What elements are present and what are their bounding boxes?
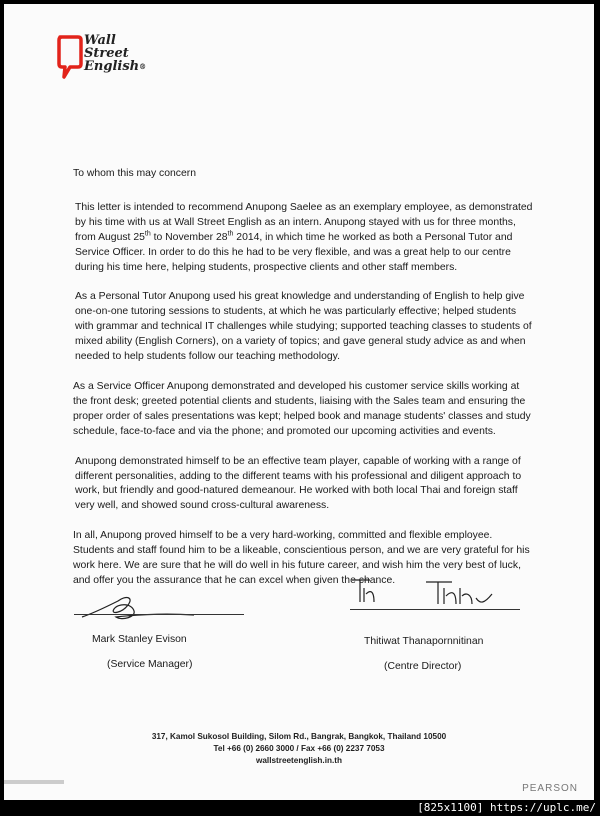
brand-wordmark [84, 34, 146, 73]
signature-left [74, 589, 224, 629]
signatory-title-left: (Service Manager) [107, 659, 193, 670]
brand-line-2: Street [84, 46, 129, 61]
registered-mark: ® [139, 62, 147, 71]
footer-phone: Tel +66 (0) 2660 3000 / Fax +66 (0) 2237 7053 [213, 744, 385, 753]
paragraph-team-player: Anupong demonstrated himself to be an effective team player, capable of working with a range of different personalities, adding to the different teams with his professional and diligent approach to work, but friendly and good-natured demeanour. He worked with both local Thai and foreign staff very well, and showed sound cross-cultural awareness. [75, 455, 522, 512]
signatory-title-right: (Centre Director) [384, 661, 462, 672]
signature-line-right [350, 609, 520, 610]
salutation: To whom this may concern [73, 168, 197, 179]
brand-line-1: Wall [84, 33, 116, 48]
signatory-name-right: Thitiwat Thanapornnitinan [364, 636, 484, 647]
footer-website: wallstreetenglish.in.th [256, 756, 342, 765]
paragraph-personal-tutor: As a Personal Tutor Anupong used his great knowledge and understanding of English to help give one-on-one tutoring sessions to students, at which he was particularly effective; helped students with grammar and technical IT challenges while studying; supported teaching classes to students of mixed ability (English Corners), on a variety of topics; and gave general study advice as and when needed to help students follow our teaching methodology. [75, 291, 532, 363]
scan-smudge [4, 780, 64, 784]
footer-address-block [4, 731, 594, 767]
signature-line-left [74, 614, 244, 615]
image-watermark: [825x1100] https://uplc.me/ [417, 801, 596, 814]
paragraph-intro: This letter is intended to recommend Anupong Saelee as an exemplary employee, as demonstrated by his time with us at Wall Street English as an intern. Anupong stayed with us for three months, from August 25th to November 28th 2014, in which time he worked as both a Personal Tutor and Service Officer. In order to do this he had to be very flexible, and was a great help to our centre during his time here, helping students, prospective clients and other staff members. [75, 201, 533, 273]
signature-right [348, 574, 528, 614]
speech-bubble-icon [56, 34, 84, 80]
pearson-wordmark: PEARSON [522, 783, 578, 794]
paragraph-service-officer: As a Service Officer Anupong demonstrated and developed his customer service skills working at the front desk; greeted potential clients and students, liaising with the Sales team and ensuring the proper order of sales presentations was kept; helped book and manage students' classes and study schedule, face-to-face and via the phone; and promoted our upcoming activities and events. [73, 380, 531, 437]
footer-address: 317, Kamol Sukosol Building, Silom Rd., Bangrak, Bangkok, Thailand 10500 [151, 732, 447, 741]
wall-street-english-logo [56, 34, 166, 114]
letter-page [4, 4, 594, 800]
paragraph-conclusion: In all, Anupong proved himself to be a very hard-working, committed and flexible employee. Students and staff found him to be a likeable, conscientious person, and we are very grateful for his work here. We are sure that he will do well in his future career, and wish him the very best of luck, and offer you the assurance that he can excel when given the chance. [73, 530, 530, 586]
signatory-name-left: Mark Stanley Evison [92, 634, 187, 645]
letter-body [73, 167, 533, 604]
brand-line-3: English® [84, 59, 147, 74]
